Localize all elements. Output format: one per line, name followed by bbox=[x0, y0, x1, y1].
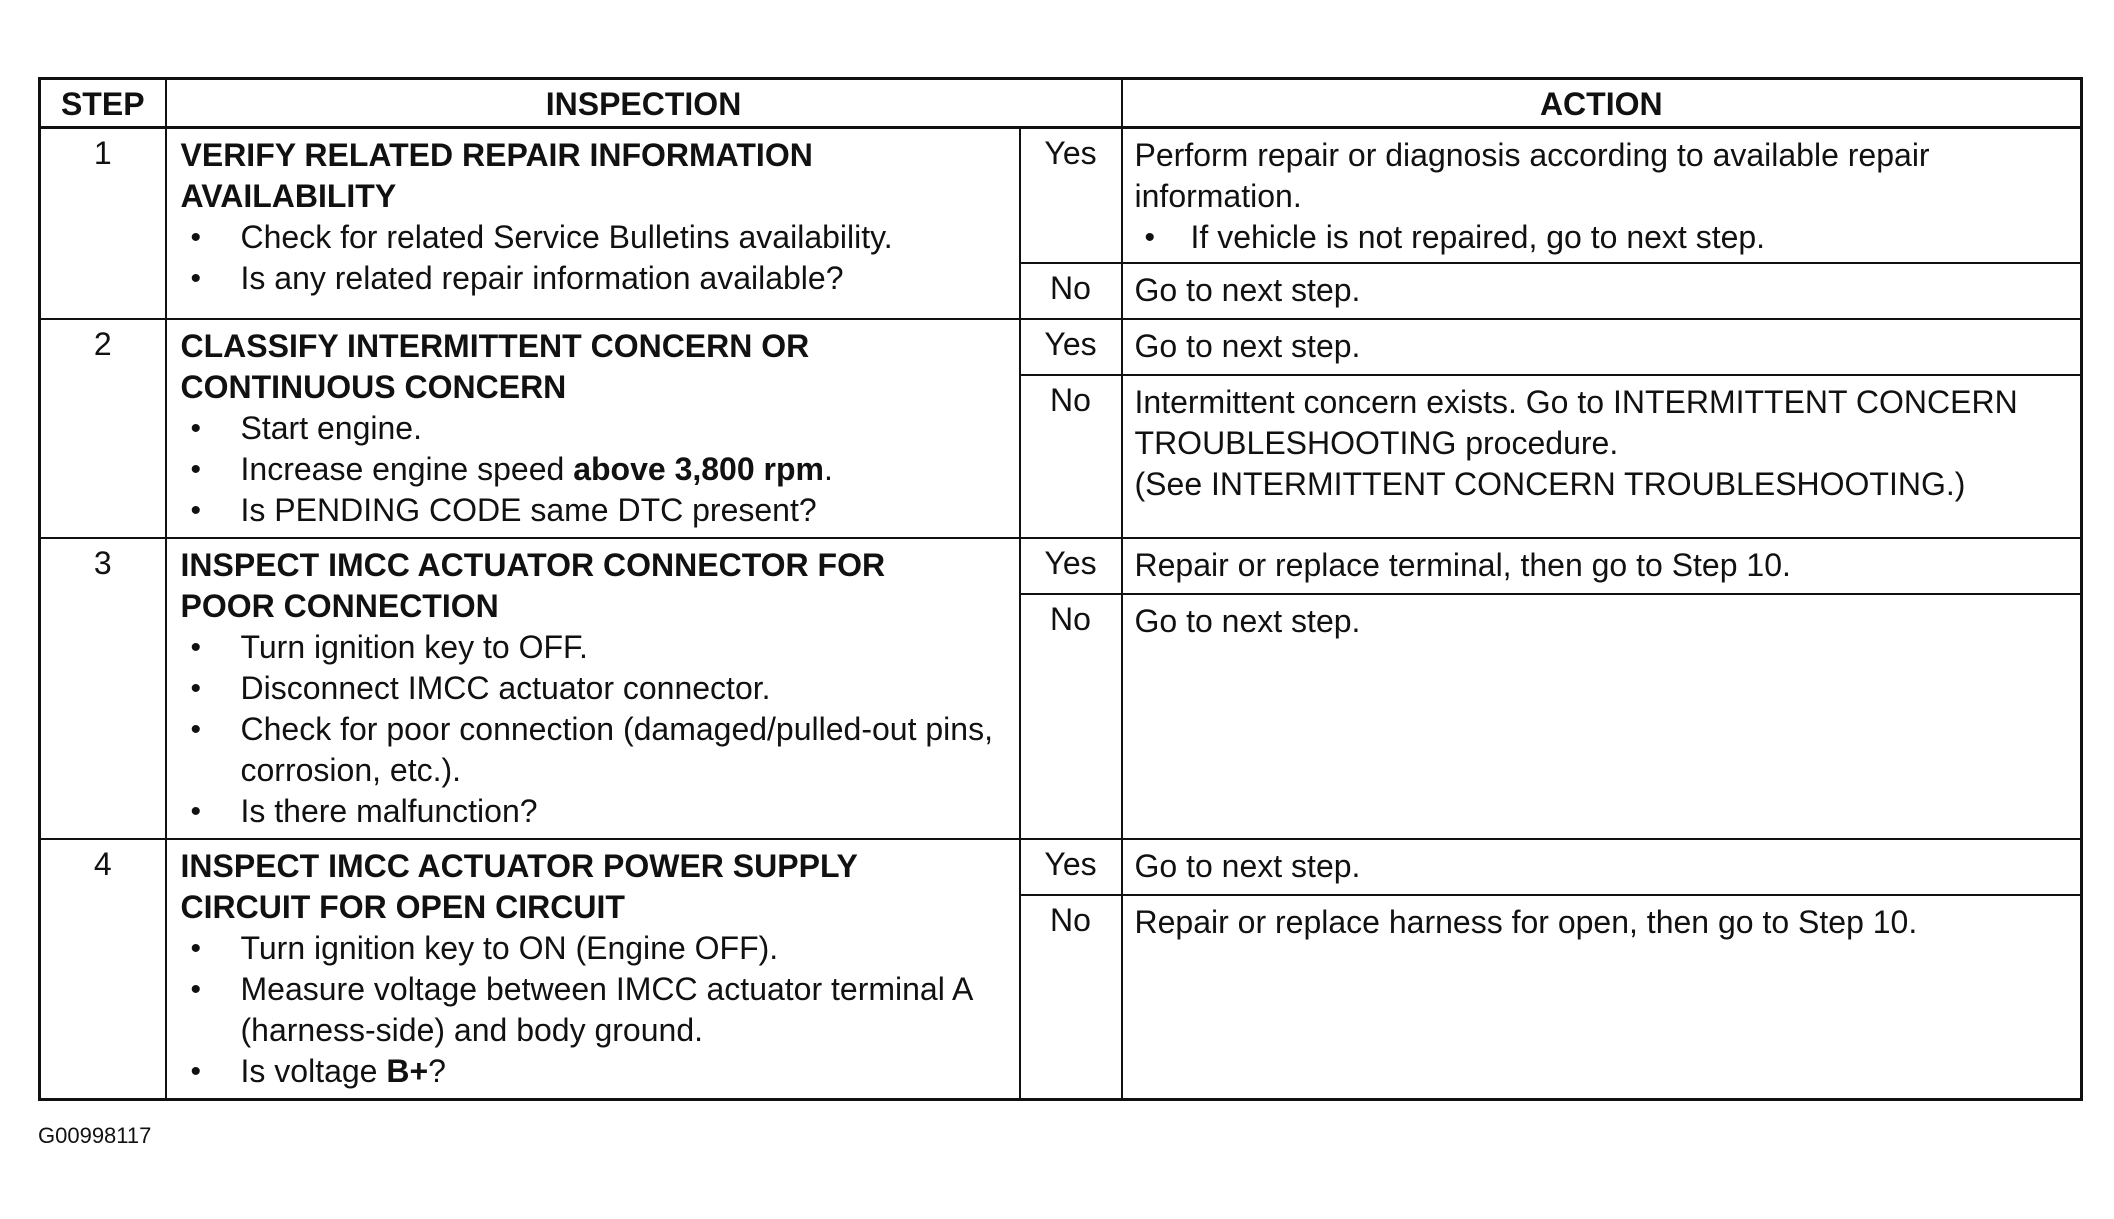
inspection-cell bbox=[166, 538, 1020, 839]
list-item: • Check for poor connection (damaged/pulled-out pins, corrosion, etc.). bbox=[181, 709, 1009, 791]
inspection-bullets bbox=[181, 408, 1009, 531]
yes-label: Yes bbox=[1020, 839, 1122, 895]
inspection-title: VERIFY RELATED REPAIR INFORMATION AVAILABILITY bbox=[180, 137, 813, 214]
list-item: • Measure voltage between IMCC actuator terminal A (harness-side) and body ground. bbox=[181, 969, 1009, 1051]
table-row bbox=[40, 128, 2082, 264]
step-number: 4 bbox=[40, 839, 166, 1100]
list-item: • Check for related Service Bulletins availability. bbox=[181, 217, 1009, 258]
table-row bbox=[40, 538, 2082, 594]
no-action: Go to next step. bbox=[1122, 263, 2082, 319]
no-action: Go to next step. bbox=[1122, 594, 2082, 839]
inspection-cell bbox=[166, 319, 1020, 538]
inspection-bullets bbox=[181, 627, 1009, 832]
inspection-cell bbox=[166, 839, 1020, 1100]
list-item: • Turn ignition key to OFF. bbox=[181, 627, 1009, 668]
table-row bbox=[40, 319, 2082, 375]
no-label: No bbox=[1020, 263, 1122, 319]
yes-action: Perform repair or diagnosis according to available repair information. • If vehicle is not repaired, go to next step. bbox=[1122, 128, 2082, 264]
list-item: • If vehicle is not repaired, go to next step. bbox=[1135, 217, 2071, 258]
no-label: No bbox=[1020, 375, 1122, 538]
yes-action: Repair or replace terminal, then go to Step 10. bbox=[1122, 538, 2082, 594]
inspection-cell bbox=[166, 128, 1020, 320]
no-action: Intermittent concern exists. Go to INTERMITTENT CONCERN TROUBLESHOOTING procedure. (See INTERMITTENT CONCERN TROUBLESHOOTING.) bbox=[1122, 375, 2082, 538]
list-item: • Is there malfunction? bbox=[181, 791, 1009, 832]
table-header-row bbox=[40, 79, 2082, 128]
inspection-bullets bbox=[181, 928, 1009, 1092]
header-action: ACTION bbox=[1122, 79, 2082, 128]
no-label: No bbox=[1020, 895, 1122, 1100]
list-item: • Increase engine speed above 3,800 rpm. bbox=[181, 449, 1009, 490]
list-item: • Start engine. bbox=[181, 408, 1009, 449]
yes-action: Go to next step. bbox=[1122, 839, 2082, 895]
yes-label: Yes bbox=[1020, 128, 1122, 264]
no-label: No bbox=[1020, 594, 1122, 839]
header-inspection: INSPECTION bbox=[166, 79, 1122, 128]
step-number: 3 bbox=[40, 538, 166, 839]
yes-label: Yes bbox=[1020, 538, 1122, 594]
list-item: • Turn ignition key to ON (Engine OFF). bbox=[181, 928, 1009, 969]
step-number: 2 bbox=[40, 319, 166, 538]
yes-action: Go to next step. bbox=[1122, 319, 2082, 375]
inspection-title: CLASSIFY INTERMITTENT CONCERN OR CONTINUOUS CONCERN bbox=[180, 328, 810, 405]
inspection-bullets bbox=[181, 217, 1009, 299]
figure-id: G00998117 bbox=[38, 1123, 152, 1148]
inspection-title: INSPECT IMCC ACTUATOR POWER SUPPLY CIRCUIT FOR OPEN CIRCUIT bbox=[180, 848, 858, 925]
list-item: • Disconnect IMCC actuator connector. bbox=[181, 668, 1009, 709]
no-action: Repair or replace harness for open, then go to Step 10. bbox=[1122, 895, 2082, 1100]
step-number: 1 bbox=[40, 128, 166, 320]
header-step: STEP bbox=[40, 79, 166, 128]
diagnostic-procedure-table bbox=[38, 77, 2083, 1101]
list-item: • Is any related repair information available? bbox=[181, 258, 1009, 299]
list-item: • Is PENDING CODE same DTC present? bbox=[181, 490, 1009, 531]
inspection-title: INSPECT IMCC ACTUATOR CONNECTOR FOR POOR CONNECTION bbox=[180, 547, 886, 624]
yes-label: Yes bbox=[1020, 319, 1122, 375]
list-item: • Is voltage B+? bbox=[181, 1051, 1009, 1092]
table-row bbox=[40, 839, 2082, 895]
